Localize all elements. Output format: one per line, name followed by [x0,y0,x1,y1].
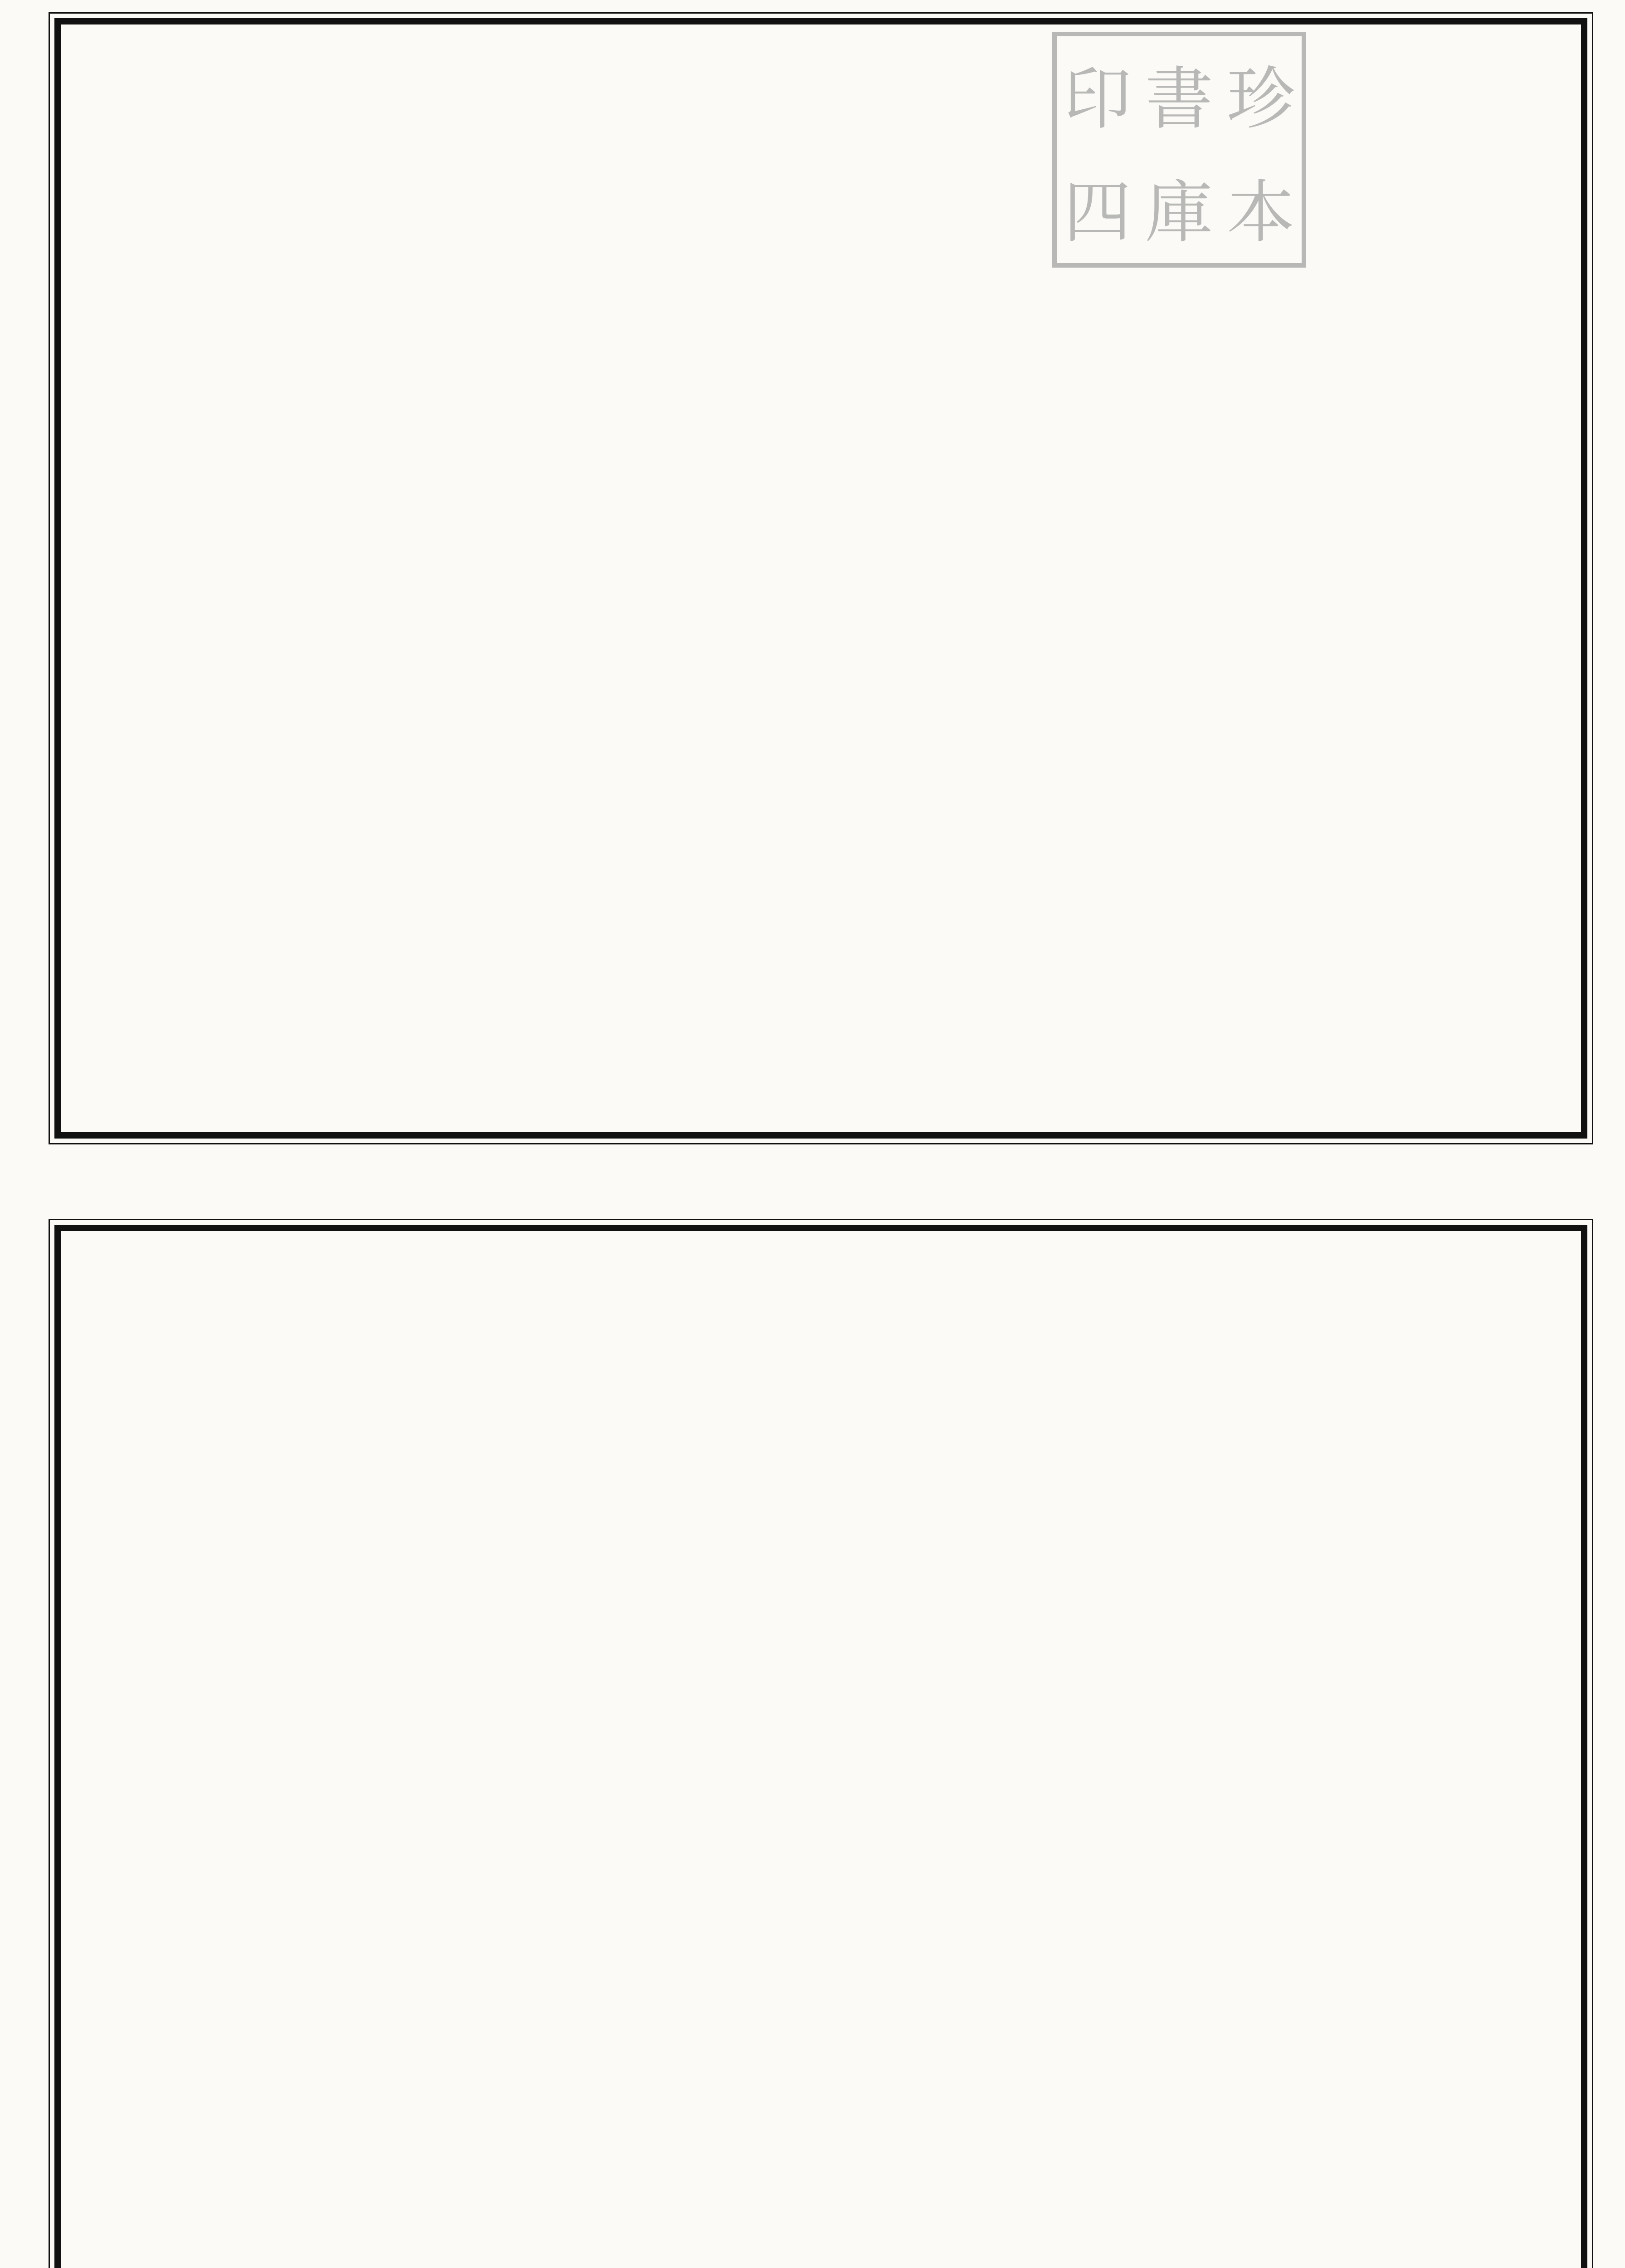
bottom-page [54,1225,1587,2268]
top-page [54,18,1587,1139]
library-seal: 印 書 珍 四 庫 本 [1052,32,1306,268]
